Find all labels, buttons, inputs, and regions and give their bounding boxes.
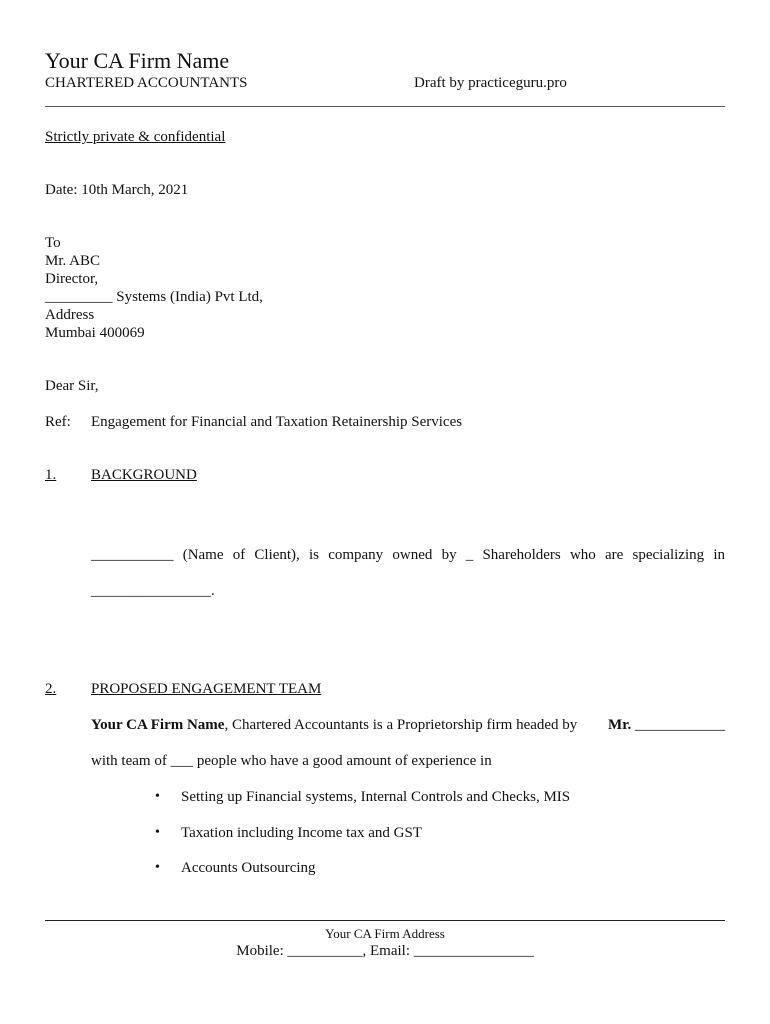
salutation: Dear Sir, bbox=[45, 378, 99, 394]
firm-name: Your CA Firm Name bbox=[45, 48, 230, 73]
firm-subtitle: CHARTERED ACCOUNTANTS bbox=[45, 75, 248, 91]
section2-number: 2. bbox=[45, 681, 57, 697]
background-paragraph: ___________ (Name of Client), is company owned by _ Shareholders who are specializing in ________________. bbox=[91, 547, 725, 599]
recipient-designation: Director, bbox=[45, 271, 99, 287]
recipient-name: Mr. ABC bbox=[45, 253, 101, 269]
list-item bbox=[155, 788, 570, 806]
head-name-blank: ____________ bbox=[635, 717, 725, 733]
firm-name-bold: Your CA Firm Name bbox=[91, 717, 225, 733]
footer-divider bbox=[45, 920, 725, 921]
section2-title: PROPOSED ENGAGEMENT TEAM bbox=[91, 681, 322, 697]
recipient-to: To bbox=[45, 235, 61, 251]
footer-address: Your CA Firm Address bbox=[325, 926, 445, 941]
recipient-city: Mumbai 400069 bbox=[45, 325, 145, 341]
section1-title: BACKGROUND bbox=[91, 467, 197, 483]
section1-number: 1. bbox=[45, 467, 57, 483]
list-item bbox=[155, 824, 570, 842]
letter-date: Date: 10th March, 2021 bbox=[45, 182, 189, 198]
team-size-line: with team of ___ people who have a good amount of experience in bbox=[91, 753, 492, 769]
mr-bold: Mr. bbox=[608, 717, 632, 733]
list-item-text: Taxation including Income tax and GST bbox=[181, 824, 422, 841]
draft-note: Draft by practiceguru.pro bbox=[414, 75, 567, 91]
experience-list bbox=[155, 788, 570, 895]
team-intro-right bbox=[608, 716, 725, 734]
confidential-note: Strictly private & confidential bbox=[45, 129, 226, 145]
bullet-icon: • bbox=[155, 860, 160, 875]
bullet-icon: • bbox=[155, 824, 160, 840]
recipient-company: _________ Systems (India) Pvt Ltd, bbox=[45, 289, 263, 305]
footer-contact: Mobile: __________, Email: ________________ bbox=[236, 943, 534, 959]
ref-label: Ref: bbox=[45, 414, 71, 430]
recipient-address: Address bbox=[45, 307, 95, 323]
team-intro-left bbox=[91, 716, 577, 734]
list-item-text: Setting up Financial systems, Internal Controls and Checks, MIS bbox=[181, 789, 571, 805]
bullet-icon: • bbox=[155, 789, 160, 804]
team-intro-text: , Chartered Accountants is a Proprietorship firm headed by bbox=[224, 717, 578, 733]
ref-text: Engagement for Financial and Taxation Retainership Services bbox=[91, 414, 463, 430]
recipient-block bbox=[45, 234, 263, 342]
list-item-text: Accounts Outsourcing bbox=[181, 860, 316, 876]
list-item bbox=[155, 859, 570, 877]
team-intro-line bbox=[91, 716, 725, 734]
header-divider bbox=[45, 106, 725, 107]
